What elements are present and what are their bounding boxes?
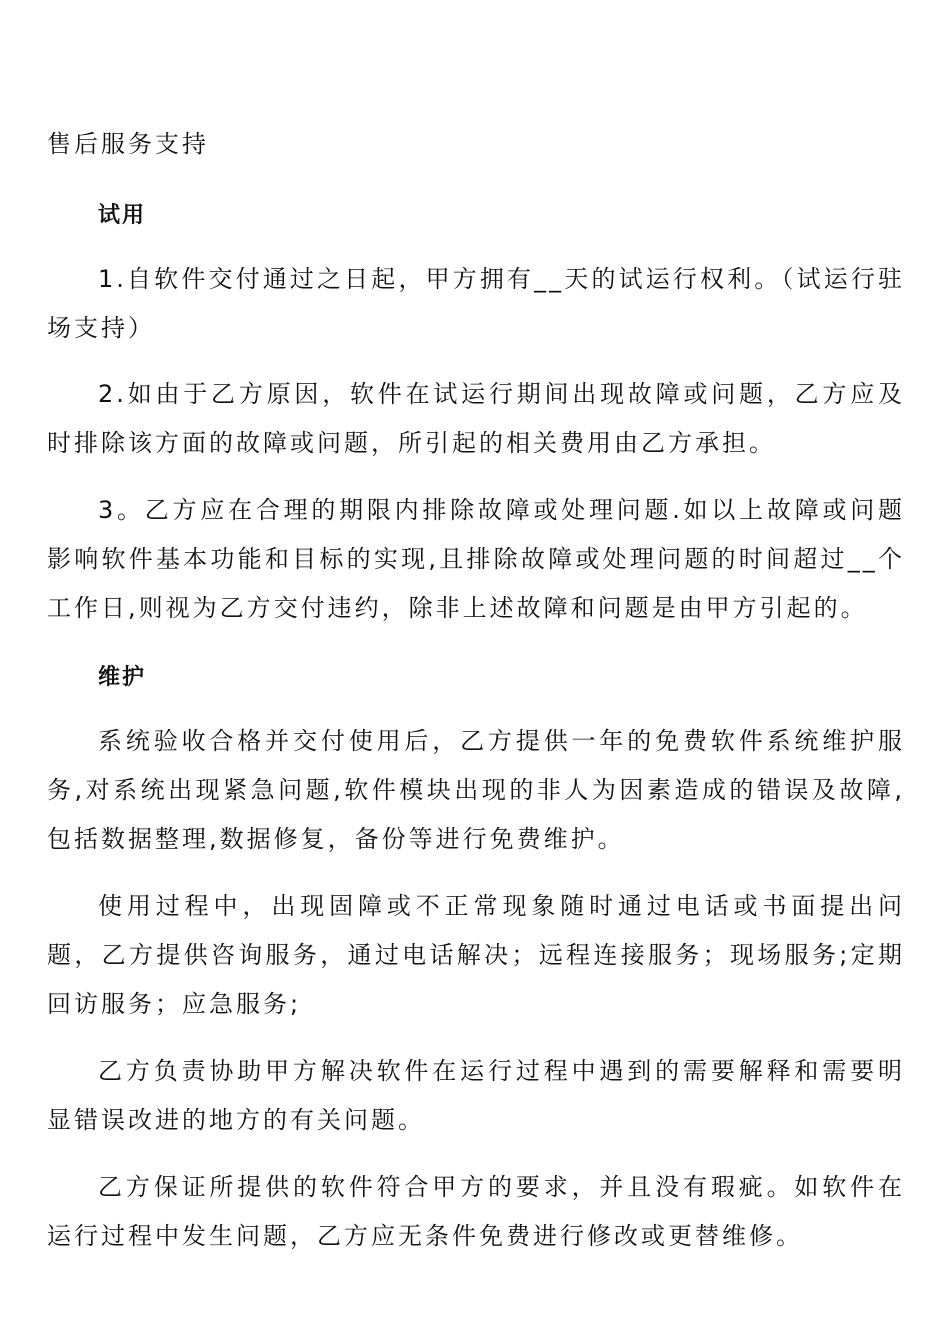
trial-paragraph-2: 2.如由于乙方原因，软件在试运行期间出现故障或问题，乙方应及时排除该方面的故障或问题，所引起的相关费用由乙方承担。 <box>47 380 905 457</box>
document-title: 售后服务支持 <box>47 130 209 158</box>
maintenance-paragraph-4: 乙方保证所提供的软件符合甲方的要求，并且没有瑕疵。如软件在运行过程中发生问题，乙方应无条件免费进行修改或更替维修。 <box>47 1173 905 1250</box>
maintenance-paragraph-2: 使用过程中，出现固障或不正常现象随时通过电话或书面提出问题，乙方提供咨询服务，通过电话解决；远程连接服务；现场服务;定期回访服务；应急服务; <box>47 892 905 1018</box>
trial-paragraph-3: 3。乙方应在合理的期限内排除故障或处理问题.如以上故障或问题影响软件基本功能和目标的实现,且排除故障或处理问题的时间超过__个工作日,则视为乙方交付违约，除非上述故障和问题是由甲方引起的。 <box>47 496 905 622</box>
section-heading-maintenance: 维护 <box>98 665 147 690</box>
maintenance-paragraph-1: 系统验收合格并交付使用后，乙方提供一年的免费软件系统维护服务,对系统出现紧急问题,软件模块出现的非人为因素造成的错误及故障,包括数据整理,数据修复，备份等进行免费维护。 <box>47 727 905 853</box>
maintenance-paragraph-3: 乙方负责协助甲方解决软件在运行过程中遇到的需要解释和需要明显错误改进的地方的有关问题。 <box>47 1057 905 1134</box>
trial-paragraph-1: 1.自软件交付通过之日起，甲方拥有__天的试运行权利。（试运行驻场支持） <box>47 265 905 342</box>
section-heading-trial: 试用 <box>98 203 147 228</box>
